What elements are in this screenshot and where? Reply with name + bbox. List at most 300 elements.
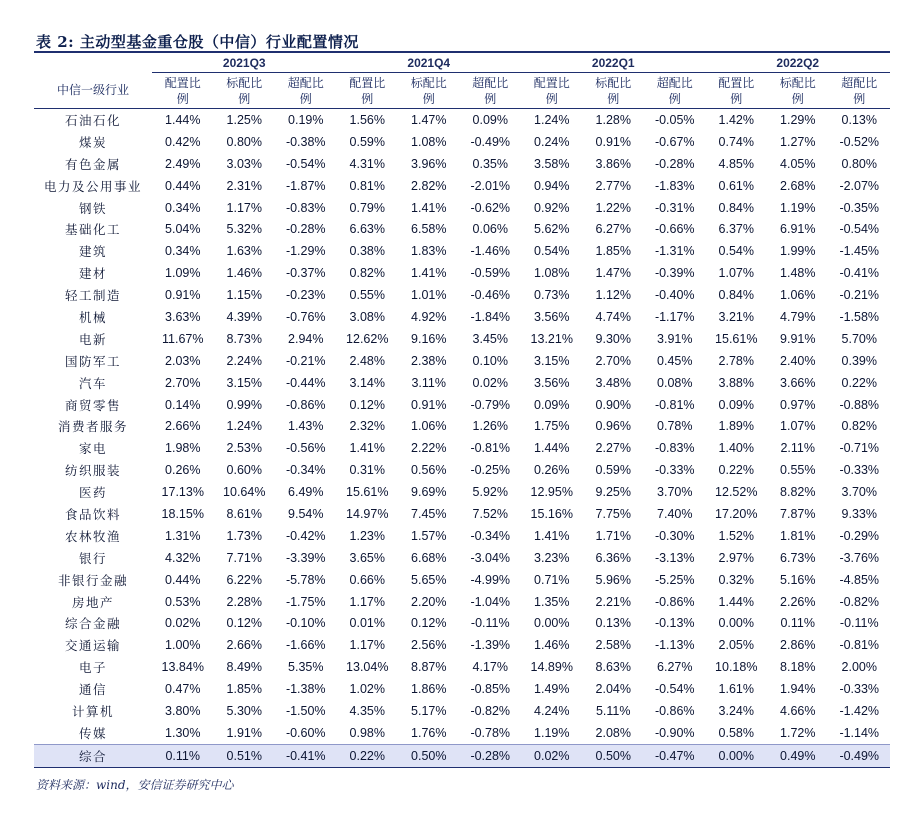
value-cell: -0.81% <box>470 441 511 456</box>
value-cell: -1.83% <box>654 178 695 193</box>
sub-column-header: 标配比 例 <box>767 73 829 109</box>
value-cell: 9.16% <box>411 331 447 346</box>
value-cell: 3.80% <box>165 703 201 718</box>
value-cell: -0.81% <box>654 397 695 412</box>
value-cell: 2.49% <box>165 156 201 171</box>
value-cell: -0.33% <box>839 463 880 478</box>
value-cell: -0.46% <box>470 288 511 303</box>
value-cell: -0.40% <box>654 288 695 303</box>
value-cell: -0.56% <box>285 441 326 456</box>
industry-name-cell: 有色金属 <box>64 156 121 172</box>
value-cell: 2.11% <box>780 441 815 456</box>
value-cell: 4.05% <box>780 156 816 171</box>
value-cell: -3.39% <box>285 550 326 565</box>
value-cell: -1.29% <box>285 244 326 259</box>
table-row <box>34 153 890 175</box>
value-cell: 1.22% <box>595 200 631 215</box>
industry-name-cell: 医药 <box>78 485 107 501</box>
value-cell: 1.28% <box>595 112 631 127</box>
value-cell: -0.86% <box>285 397 326 412</box>
table-row <box>34 350 890 372</box>
value-cell: 9.54% <box>288 506 324 521</box>
value-cell: -0.86% <box>654 703 695 718</box>
value-cell: 0.11% <box>780 616 815 631</box>
industry-name-cell: 综合金融 <box>64 616 121 632</box>
value-cell: 7.71% <box>226 550 262 565</box>
value-cell: 6.36% <box>595 550 631 565</box>
table-row <box>34 131 890 153</box>
value-cell: 0.47% <box>165 682 201 697</box>
value-cell: 6.73% <box>780 550 816 565</box>
value-cell: -3.13% <box>654 550 695 565</box>
value-cell: 0.09% <box>472 112 508 127</box>
value-cell: -2.01% <box>470 178 511 193</box>
table-row <box>34 306 890 328</box>
value-cell: 7.40% <box>657 506 693 521</box>
value-cell: 0.96% <box>595 419 631 434</box>
value-cell: 5.70% <box>841 331 877 346</box>
table-row <box>34 284 890 306</box>
industry-name-cell: 家电 <box>78 441 107 457</box>
table-row <box>34 744 890 767</box>
value-cell: -0.34% <box>470 528 511 543</box>
value-cell: 0.08% <box>657 375 693 390</box>
table-row <box>34 547 890 569</box>
value-cell: 3.03% <box>226 156 262 171</box>
value-cell: 0.60% <box>226 463 262 478</box>
value-cell: 3.08% <box>349 309 385 324</box>
value-cell: 0.81% <box>349 178 385 193</box>
quarter-header: 2021Q4 <box>337 53 522 73</box>
value-cell: 1.63% <box>226 244 262 259</box>
value-cell: 4.74% <box>595 309 631 324</box>
value-cell: 2.94% <box>288 331 324 346</box>
value-cell: 13.04% <box>346 660 389 675</box>
value-cell: 7.45% <box>411 506 447 521</box>
value-cell: 18.15% <box>161 506 204 521</box>
value-cell: -0.34% <box>285 463 326 478</box>
value-cell: 1.72% <box>780 725 816 740</box>
value-cell: 6.27% <box>657 660 693 675</box>
value-cell: -5.78% <box>285 572 326 587</box>
table-row <box>34 612 890 634</box>
value-cell: 2.27% <box>595 441 631 456</box>
table-row <box>34 722 890 744</box>
value-cell: 3.24% <box>718 703 754 718</box>
value-cell: 3.86% <box>595 156 631 171</box>
value-cell: -0.28% <box>285 222 326 237</box>
table-row <box>34 634 890 656</box>
value-cell: 1.86% <box>411 682 447 697</box>
industry-name-cell: 电新 <box>78 331 107 347</box>
value-cell: 1.49% <box>534 682 570 697</box>
value-cell: -0.10% <box>285 616 326 631</box>
value-cell: 1.75% <box>534 419 570 434</box>
value-cell: 2.08% <box>595 725 631 740</box>
value-cell: -0.49% <box>470 134 511 149</box>
sub-column-header: 标配比 例 <box>583 73 645 109</box>
value-cell: 7.75% <box>595 506 631 521</box>
value-cell: 17.20% <box>715 506 758 521</box>
value-cell: 0.14% <box>165 397 201 412</box>
value-cell: 0.59% <box>349 134 385 149</box>
quarter-header: 2022Q1 <box>521 53 706 73</box>
sub-column-header: 配置比 例 <box>152 73 214 109</box>
value-cell: 9.25% <box>595 485 631 500</box>
value-cell: 0.78% <box>657 419 693 434</box>
value-cell: 1.17% <box>349 594 385 609</box>
value-cell: 1.27% <box>780 134 816 149</box>
value-cell: 5.11% <box>595 703 631 718</box>
value-cell: 14.97% <box>346 506 389 521</box>
value-cell: 0.24% <box>534 134 570 149</box>
value-cell: 0.44% <box>165 178 201 193</box>
value-cell: 2.53% <box>226 441 262 456</box>
value-cell: -0.23% <box>285 288 326 303</box>
value-cell: -0.41% <box>275 744 337 767</box>
value-cell: -0.52% <box>839 134 880 149</box>
value-cell: 2.03% <box>165 353 201 368</box>
value-cell: 1.85% <box>226 682 262 697</box>
value-cell: 1.41% <box>411 200 447 215</box>
value-cell: -0.86% <box>654 594 695 609</box>
value-cell: 13.21% <box>530 331 573 346</box>
value-cell: 1.46% <box>226 266 262 281</box>
value-cell: 3.96% <box>411 156 447 171</box>
value-cell: 10.64% <box>223 485 266 500</box>
value-cell: 6.22% <box>226 572 262 587</box>
value-cell: 1.76% <box>411 725 447 740</box>
value-cell: 1.98% <box>165 441 201 456</box>
industry-name-cell: 建筑 <box>78 244 107 260</box>
value-cell: -1.14% <box>839 725 880 740</box>
value-cell: 10.18% <box>715 660 758 675</box>
value-cell: 0.54% <box>718 244 754 259</box>
value-cell: -0.54% <box>654 682 695 697</box>
value-cell: 0.49% <box>767 744 829 767</box>
value-cell: 1.06% <box>780 288 816 303</box>
sub-column-header: 超配比 例 <box>644 73 706 109</box>
value-cell: 1.41% <box>349 441 385 456</box>
industry-name-cell: 轻工制造 <box>64 288 121 304</box>
value-cell: 1.41% <box>534 528 570 543</box>
value-cell: 3.45% <box>472 331 508 346</box>
value-cell: 3.88% <box>718 375 754 390</box>
value-cell: 6.49% <box>288 485 324 500</box>
value-cell: 1.99% <box>780 244 816 259</box>
industry-name-cell: 交通运输 <box>64 638 121 654</box>
value-cell: 1.19% <box>780 200 816 215</box>
value-cell: -0.11% <box>470 616 510 631</box>
value-cell: 1.56% <box>349 112 385 127</box>
value-cell: 3.11% <box>411 375 446 390</box>
value-cell: 2.24% <box>226 353 262 368</box>
value-cell: 1.24% <box>534 112 570 127</box>
value-cell: 1.24% <box>226 419 262 434</box>
industry-name-cell: 非银行金融 <box>57 572 128 588</box>
value-cell: 7.52% <box>472 506 508 521</box>
industry-name-cell: 商贸零售 <box>64 397 121 413</box>
value-cell: -2.07% <box>839 178 880 193</box>
value-cell: 1.02% <box>349 682 385 697</box>
value-cell: -1.84% <box>470 309 511 324</box>
value-cell: 5.65% <box>411 572 447 587</box>
value-cell: 1.44% <box>718 594 754 609</box>
value-cell: 1.43% <box>288 419 324 434</box>
value-cell: 1.12% <box>595 288 631 303</box>
value-cell: 1.94% <box>780 682 816 697</box>
value-cell: 1.52% <box>718 528 754 543</box>
value-cell: 0.98% <box>349 725 385 740</box>
value-cell: 2.70% <box>595 353 631 368</box>
value-cell: -1.87% <box>285 178 326 193</box>
table-row <box>34 525 890 547</box>
industry-name-cell: 消费者服务 <box>57 419 128 435</box>
quarter-header: 2021Q3 <box>152 53 337 73</box>
value-cell: 2.40% <box>780 353 816 368</box>
industry-name-cell: 基础化工 <box>64 222 121 238</box>
value-cell: 17.13% <box>161 485 204 500</box>
value-cell: 0.54% <box>534 244 570 259</box>
value-cell: 12.52% <box>715 485 758 500</box>
value-cell: -0.82% <box>470 703 511 718</box>
value-cell: 0.13% <box>841 112 877 127</box>
value-cell: -0.44% <box>285 375 326 390</box>
value-cell: 5.30% <box>226 703 262 718</box>
value-cell: 9.69% <box>411 485 447 500</box>
value-cell: 1.42% <box>718 112 754 127</box>
value-cell: -0.41% <box>839 266 880 281</box>
industry-name-cell: 电子 <box>78 660 107 676</box>
industry-name-cell: 建材 <box>78 266 107 282</box>
value-cell: 5.35% <box>288 660 324 675</box>
value-cell: 8.87% <box>411 660 447 675</box>
value-cell: -0.81% <box>839 638 880 653</box>
value-cell: 3.48% <box>595 375 631 390</box>
value-cell: 5.16% <box>780 572 816 587</box>
value-cell: 6.58% <box>411 222 447 237</box>
value-cell: 0.79% <box>349 200 385 215</box>
sub-column-header: 超配比 例 <box>275 73 337 109</box>
value-cell: 0.84% <box>718 200 754 215</box>
value-cell: -0.21% <box>839 288 880 303</box>
value-cell: -0.62% <box>470 200 511 215</box>
value-cell: -0.31% <box>654 200 695 215</box>
value-cell: 0.50% <box>398 744 460 767</box>
value-cell: 2.22% <box>411 441 447 456</box>
value-cell: 3.21% <box>718 309 754 324</box>
value-cell: 0.00% <box>534 616 570 631</box>
value-cell: 1.57% <box>411 528 447 543</box>
value-cell: 1.40% <box>718 441 754 456</box>
value-cell: 1.81% <box>780 528 816 543</box>
value-cell: 2.31% <box>226 178 262 193</box>
value-cell: 4.85% <box>718 156 754 171</box>
value-cell: 0.22% <box>337 744 399 767</box>
value-cell: -0.47% <box>644 744 706 767</box>
value-cell: 5.17% <box>411 703 447 718</box>
value-cell: -0.28% <box>654 156 695 171</box>
table-row <box>34 678 890 700</box>
value-cell: 3.15% <box>534 353 570 368</box>
source-note: 资料来源：wind，安信证券研究中心 <box>36 778 234 792</box>
value-cell: 2.68% <box>780 178 816 193</box>
value-cell: 3.23% <box>534 550 570 565</box>
value-cell: 0.19% <box>288 112 324 127</box>
table-row <box>34 394 890 416</box>
value-cell: 2.04% <box>595 682 631 697</box>
industry-name-cell: 石油石化 <box>64 112 121 128</box>
value-cell: 1.46% <box>534 638 570 653</box>
value-cell: -0.76% <box>285 309 326 324</box>
value-cell: -0.21% <box>285 353 326 368</box>
value-cell: 4.17% <box>472 660 508 675</box>
value-cell: 0.22% <box>718 463 754 478</box>
value-cell: 0.53% <box>165 594 201 609</box>
value-cell: 0.00% <box>718 616 754 631</box>
value-cell: 4.35% <box>349 703 385 718</box>
value-cell: 3.91% <box>657 331 693 346</box>
value-cell: 2.66% <box>226 638 262 653</box>
sub-column-header: 配置比 例 <box>521 73 583 109</box>
value-cell: -0.59% <box>470 266 511 281</box>
value-cell: -0.05% <box>654 112 695 127</box>
value-cell: 1.07% <box>780 419 816 434</box>
value-cell: 0.12% <box>349 397 385 412</box>
value-cell: 2.28% <box>226 594 262 609</box>
value-cell: 0.22% <box>841 375 877 390</box>
table-row <box>34 656 890 678</box>
value-cell: 6.63% <box>349 222 385 237</box>
value-cell: 9.91% <box>780 331 816 346</box>
table-row <box>34 503 890 525</box>
industry-name-cell: 钢铁 <box>78 200 107 216</box>
value-cell: 0.38% <box>349 244 385 259</box>
value-cell: -0.85% <box>470 682 511 697</box>
value-cell: -0.82% <box>839 594 880 609</box>
industry-name-cell: 传媒 <box>78 725 107 741</box>
value-cell: 1.44% <box>534 441 570 456</box>
value-cell: 0.99% <box>226 397 262 412</box>
sub-column-header: 标配比 例 <box>398 73 460 109</box>
value-cell: 1.25% <box>226 112 262 127</box>
value-cell: 2.48% <box>349 353 385 368</box>
value-cell: 0.56% <box>411 463 447 478</box>
value-cell: -0.83% <box>654 441 695 456</box>
industry-name-cell: 纺织服装 <box>64 463 121 479</box>
value-cell: 0.02% <box>472 375 508 390</box>
value-cell: 0.84% <box>718 288 754 303</box>
value-cell: -0.79% <box>470 397 511 412</box>
value-cell: 0.01% <box>349 616 385 631</box>
value-cell: 4.92% <box>411 309 447 324</box>
value-cell: 12.95% <box>530 485 573 500</box>
table-row <box>34 218 890 240</box>
value-cell: 6.68% <box>411 550 447 565</box>
value-cell: 0.31% <box>349 463 385 478</box>
value-cell: 2.32% <box>349 419 385 434</box>
value-cell: 0.90% <box>595 397 631 412</box>
value-cell: -5.25% <box>654 572 695 587</box>
value-cell: 12.62% <box>346 331 389 346</box>
value-cell: 1.23% <box>349 528 385 543</box>
value-cell: 0.80% <box>841 156 877 171</box>
value-cell: 7.87% <box>780 506 816 521</box>
industry-name-cell: 机械 <box>78 309 107 325</box>
value-cell: 0.26% <box>165 463 201 478</box>
value-cell: 0.91% <box>595 134 631 149</box>
value-cell: 2.38% <box>411 353 447 368</box>
value-cell: 4.66% <box>780 703 816 718</box>
value-cell: 0.09% <box>718 397 754 412</box>
value-cell: 1.08% <box>411 134 447 149</box>
value-cell: -0.11% <box>839 616 879 631</box>
industry-name-cell: 通信 <box>78 682 107 698</box>
value-cell: 1.61% <box>718 682 754 697</box>
value-cell: 0.12% <box>411 616 447 631</box>
value-cell: 0.66% <box>349 572 385 587</box>
value-cell: 1.26% <box>472 419 508 434</box>
industry-column-header: 中信一级行业 <box>34 73 152 109</box>
value-cell: -0.37% <box>285 266 326 281</box>
value-cell: 1.89% <box>718 419 754 434</box>
value-cell: 15.16% <box>530 506 573 521</box>
value-cell: 3.56% <box>534 309 570 324</box>
value-cell: 3.58% <box>534 156 570 171</box>
value-cell: -0.60% <box>285 725 326 740</box>
value-cell: -0.38% <box>285 134 326 149</box>
value-cell: 14.89% <box>530 660 573 675</box>
value-cell: 0.92% <box>534 200 570 215</box>
table-row <box>34 415 890 437</box>
table-row <box>34 262 890 284</box>
value-cell: 0.06% <box>472 222 508 237</box>
value-cell: 0.80% <box>226 134 262 149</box>
value-cell: 0.26% <box>534 463 570 478</box>
value-cell: -0.71% <box>839 441 880 456</box>
table-row <box>34 481 890 503</box>
value-cell: 0.82% <box>841 419 877 434</box>
value-cell: -0.28% <box>460 744 522 767</box>
table-row <box>34 197 890 219</box>
value-cell: 0.50% <box>583 744 645 767</box>
header-blank <box>34 53 152 73</box>
industry-name-cell: 汽车 <box>78 375 107 391</box>
industry-name-cell: 银行 <box>78 550 107 566</box>
value-cell: 0.35% <box>472 156 508 171</box>
value-cell: -3.76% <box>839 550 880 565</box>
industry-name-cell: 房地产 <box>71 594 114 610</box>
value-cell: 1.35% <box>534 594 570 609</box>
value-cell: 4.31% <box>349 156 385 171</box>
value-cell: 0.12% <box>226 616 262 631</box>
value-cell: 9.33% <box>841 506 877 521</box>
value-cell: -1.75% <box>285 594 326 609</box>
value-cell: 8.61% <box>226 506 262 521</box>
value-cell: 1.47% <box>595 266 631 281</box>
value-cell: -1.58% <box>839 309 880 324</box>
value-cell: 2.21% <box>595 594 631 609</box>
value-cell: -0.42% <box>285 528 326 543</box>
value-cell: -1.39% <box>470 638 511 653</box>
table-row <box>34 437 890 459</box>
value-cell: 2.58% <box>595 638 631 653</box>
value-cell: 1.71% <box>595 528 631 543</box>
value-cell: 0.97% <box>780 397 816 412</box>
value-cell: 8.18% <box>780 660 816 675</box>
table-row <box>34 700 890 722</box>
value-cell: 13.84% <box>161 660 204 675</box>
